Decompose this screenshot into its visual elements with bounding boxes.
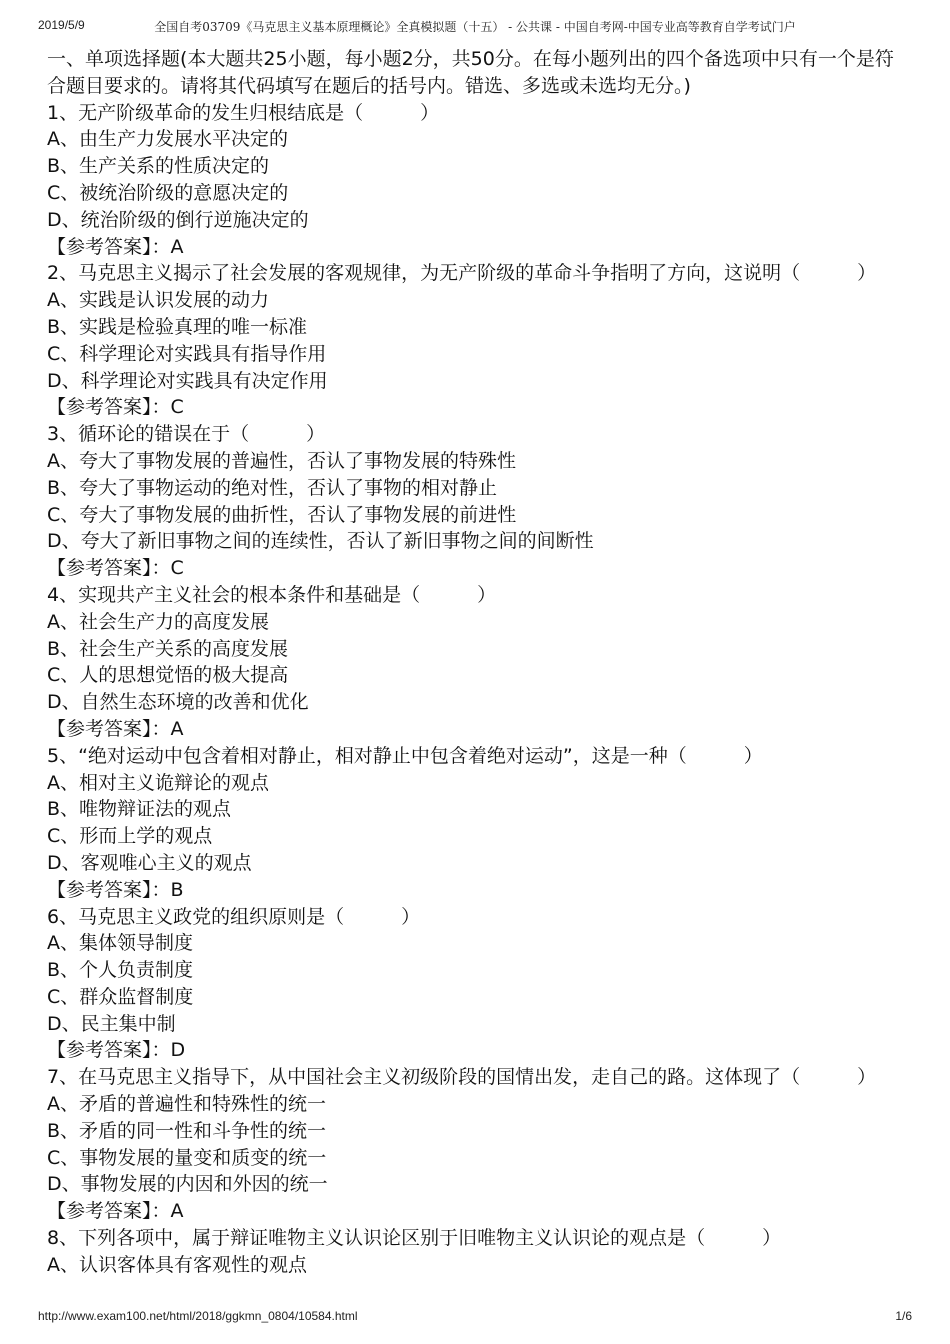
question-item xyxy=(47,904,909,1065)
answer-option: D、民主集中制 xyxy=(47,1012,176,1035)
page-footer xyxy=(38,1309,912,1325)
answer-option: A、相对主义诡辩论的观点 xyxy=(47,771,269,794)
source-url: http://www.exam100.net/html/2018/ggkmn_0804/10584.html xyxy=(38,1309,358,1323)
answer-option: B、矛盾的同一性和斗争性的统一 xyxy=(47,1119,327,1142)
reference-answer: 【参考答案】：B xyxy=(47,878,184,901)
question-item xyxy=(47,743,909,904)
answer-option: B、实践是检验真理的唯一标准 xyxy=(47,315,308,338)
question-stem: 5、“绝对运动中包含着相对静止，相对静止中包含着绝对运动”，这是一种（ ） xyxy=(47,744,763,767)
answer-option: C、形而上学的观点 xyxy=(47,825,213,848)
answer-option: A、社会生产力的高度发展 xyxy=(47,610,269,633)
question-item xyxy=(47,582,909,743)
answer-option: B、个人负责制度 xyxy=(47,959,194,982)
answer-option: C、事物发展的量变和质变的统一 xyxy=(47,1146,327,1169)
answer-option: D、统治阶级的倒行逆施决定的 xyxy=(47,208,309,231)
answer-option: A、夸大了事物发展的普遍性，否认了事物发展的特殊性 xyxy=(47,449,516,472)
answer-option: A、实践是认识发展的动力 xyxy=(47,289,269,312)
answer-option: C、群众监督制度 xyxy=(47,985,194,1008)
answer-option: A、认识客体具有客观性的观点 xyxy=(47,1253,307,1276)
answer-option: D、事物发展的内因和外因的统一 xyxy=(47,1173,328,1196)
reference-answer: 【参考答案】：C xyxy=(47,557,184,580)
answer-option: B、唯物辩证法的观点 xyxy=(47,798,232,821)
question-stem: 3、循环论的错误在于（ ） xyxy=(47,423,326,446)
reference-answer: 【参考答案】：A xyxy=(47,717,184,740)
answer-option: A、矛盾的普遍性和特殊性的统一 xyxy=(47,1093,326,1116)
question-list xyxy=(47,100,909,1279)
answer-option: C、人的思想觉悟的极大提高 xyxy=(47,664,289,687)
question-stem: 2、马克思主义揭示了社会发展的客观规律，为无产阶级的革命斗争指明了方向，这说明（ ） xyxy=(47,262,877,285)
answer-option: A、集体领导制度 xyxy=(47,932,193,955)
print-date: 2019/5/9 xyxy=(38,18,85,32)
question-stem: 4、实现共产主义社会的根本条件和基础是（ ） xyxy=(47,583,497,606)
page-number: 1/6 xyxy=(895,1309,912,1323)
reference-answer: 【参考答案】：D xyxy=(47,1039,186,1062)
page-header xyxy=(38,18,912,34)
answer-option: D、科学理论对实践具有决定作用 xyxy=(47,369,328,392)
answer-option: C、夸大了事物发展的曲折性，否认了事物发展的前进性 xyxy=(47,503,517,526)
answer-option: D、客观唯心主义的观点 xyxy=(47,851,252,874)
answer-option: D、夸大了新旧事物之间的连续性，否认了新旧事物之间的间断性 xyxy=(47,530,594,553)
answer-option: C、被统治阶级的意愿决定的 xyxy=(47,181,289,204)
answer-option: B、生产关系的性质决定的 xyxy=(47,155,270,178)
question-item xyxy=(47,100,909,261)
question-stem: 6、马克思主义政党的组织原则是（ ） xyxy=(47,905,421,928)
question-item xyxy=(47,421,909,582)
reference-answer: 【参考答案】：A xyxy=(47,235,184,258)
answer-option: C、科学理论对实践具有指导作用 xyxy=(47,342,327,365)
page-title: 全国自考03709《马克思主义基本原理概论》全真模拟题（十五） - 公共课 - 中国自考网-中国专业高等教育自学考试门户 xyxy=(154,20,796,34)
reference-answer: 【参考答案】：A xyxy=(47,1200,184,1223)
document-body xyxy=(47,46,909,1279)
question-item xyxy=(47,260,909,421)
answer-option: B、社会生产关系的高度发展 xyxy=(47,637,289,660)
question-stem: 8、下列各项中，属于辩证唯物主义认识论区别于旧唯物主义认识论的观点是（ ） xyxy=(47,1227,782,1250)
answer-option: A、由生产力发展水平决定的 xyxy=(47,128,288,151)
reference-answer: 【参考答案】：C xyxy=(47,396,184,419)
question-stem: 7、在马克思主义指导下，从中国社会主义初级阶段的国情出发，走自己的路。这体现了（ ） xyxy=(47,1066,877,1089)
answer-option: D、自然生态环境的改善和优化 xyxy=(47,691,309,714)
question-item xyxy=(47,1225,909,1279)
question-stem: 1、无产阶级革命的发生归根结底是（ ） xyxy=(47,101,440,124)
section-title: 一、单项选择题(本大题共25小题，每小题2分，共50分。在每小题列出的四个备选项中只有一个是符合题目要求的。请将其代码填写在题后的括号内。错选、多选或未选均无分。) xyxy=(47,48,894,97)
answer-option: B、夸大了事物运动的绝对性，否认了事物的相对静止 xyxy=(47,476,498,499)
question-item xyxy=(47,1064,909,1225)
